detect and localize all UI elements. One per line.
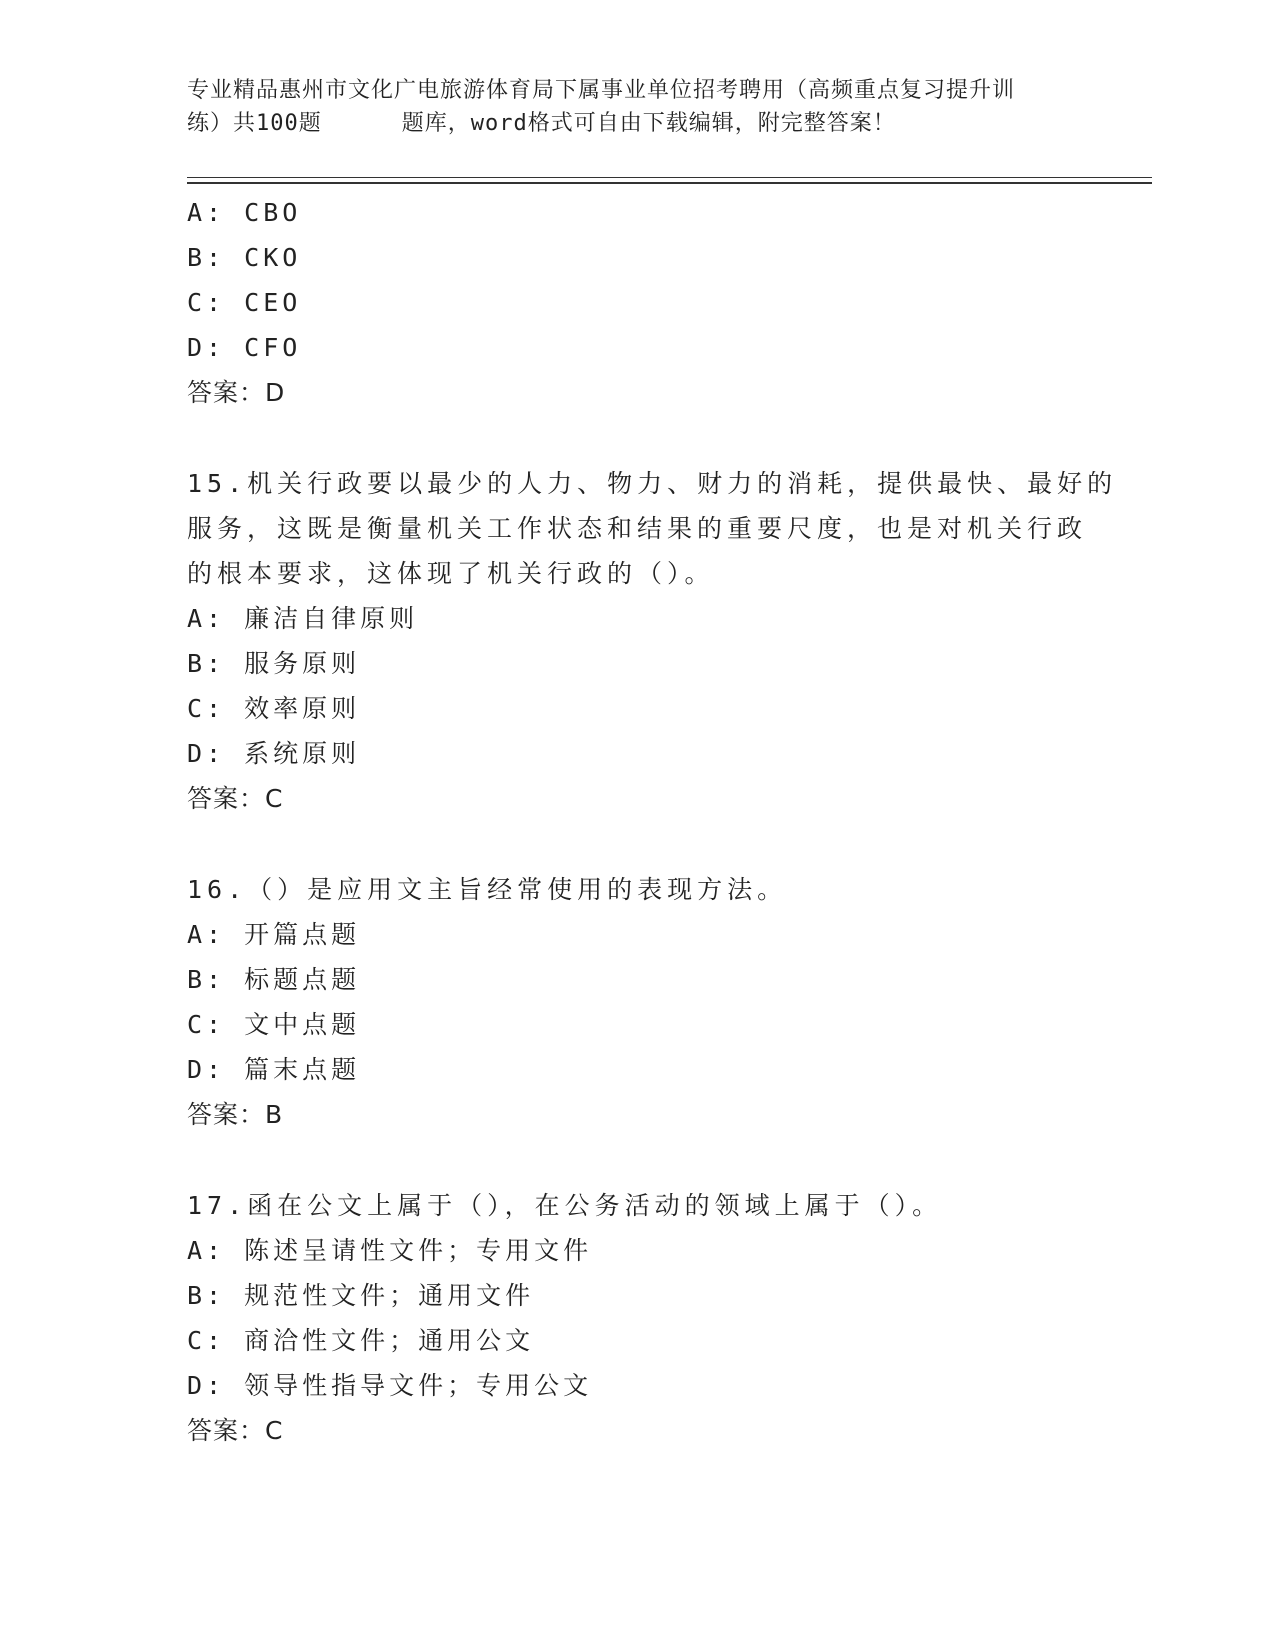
question-15-option-c: C: 效率原则 xyxy=(187,694,361,723)
question-15-option-b: B: 服务原则 xyxy=(187,649,361,678)
question-14-option-a: A: CBO xyxy=(187,198,302,227)
question-15-option-a: A: 廉洁自律原则 xyxy=(187,604,419,633)
question-17-block xyxy=(187,1183,1087,1453)
question-15-stem-line: 15.机关行政要以最少的人力、物力、财力的消耗，提供最快、最好的 xyxy=(187,469,1118,498)
question-16-answer: 答案：B xyxy=(187,1100,284,1129)
header-note: 题库，word格式可自由下载编辑，附完整答案！ xyxy=(401,111,896,136)
question-14-option-d: D: CFO xyxy=(187,333,302,362)
question-17-option-a: A: 陈述呈请性文件；专用文件 xyxy=(187,1236,593,1265)
question-15-block xyxy=(187,461,1118,821)
header-count: 练）共100题 xyxy=(187,111,322,136)
header-line-1: 专业精品惠州市文化广电旅游体育局下属事业单位招考聘用（高频重点复习提升训 xyxy=(187,78,1016,103)
question-content xyxy=(187,190,1118,1453)
question-16-option-d: D: 篇末点题 xyxy=(187,1055,361,1084)
header-line-2 xyxy=(187,107,1087,140)
header-divider xyxy=(187,177,1152,184)
question-17-stem-line: 17.函在公文上属于（），在公务活动的领域上属于（）。 xyxy=(187,1191,943,1220)
question-15-answer: 答案：C xyxy=(187,784,284,813)
question-14-option-b: B: CKO xyxy=(187,243,302,272)
page-header xyxy=(187,74,1087,140)
question-17-option-c: C: 商洽性文件；通用公文 xyxy=(187,1326,535,1355)
question-16-option-b: B: 标题点题 xyxy=(187,965,361,994)
question-15-stem-line: 的根本要求，这体现了机关行政的（）。 xyxy=(187,559,715,588)
question-14-answer: 答案：D xyxy=(187,378,286,407)
question-16-option-c: C: 文中点题 xyxy=(187,1010,361,1039)
question-16-stem-line: 16.（）是应用文主旨经常使用的表现方法。 xyxy=(187,875,788,904)
question-15-stem-line: 服务，这既是衡量机关工作状态和结果的重要尺度，也是对机关行政 xyxy=(187,514,1088,543)
question-16-block xyxy=(187,867,1087,1137)
question-17-answer: 答案：C xyxy=(187,1416,284,1445)
question-14-option-c: C: CEO xyxy=(187,288,302,317)
question-15-option-d: D: 系统原则 xyxy=(187,739,361,768)
question-16-option-a: A: 开篇点题 xyxy=(187,920,361,949)
question-17-option-b: B: 规范性文件；通用文件 xyxy=(187,1281,535,1310)
question-14-block xyxy=(187,190,1087,415)
question-17-option-d: D: 领导性指导文件；专用公文 xyxy=(187,1371,593,1400)
